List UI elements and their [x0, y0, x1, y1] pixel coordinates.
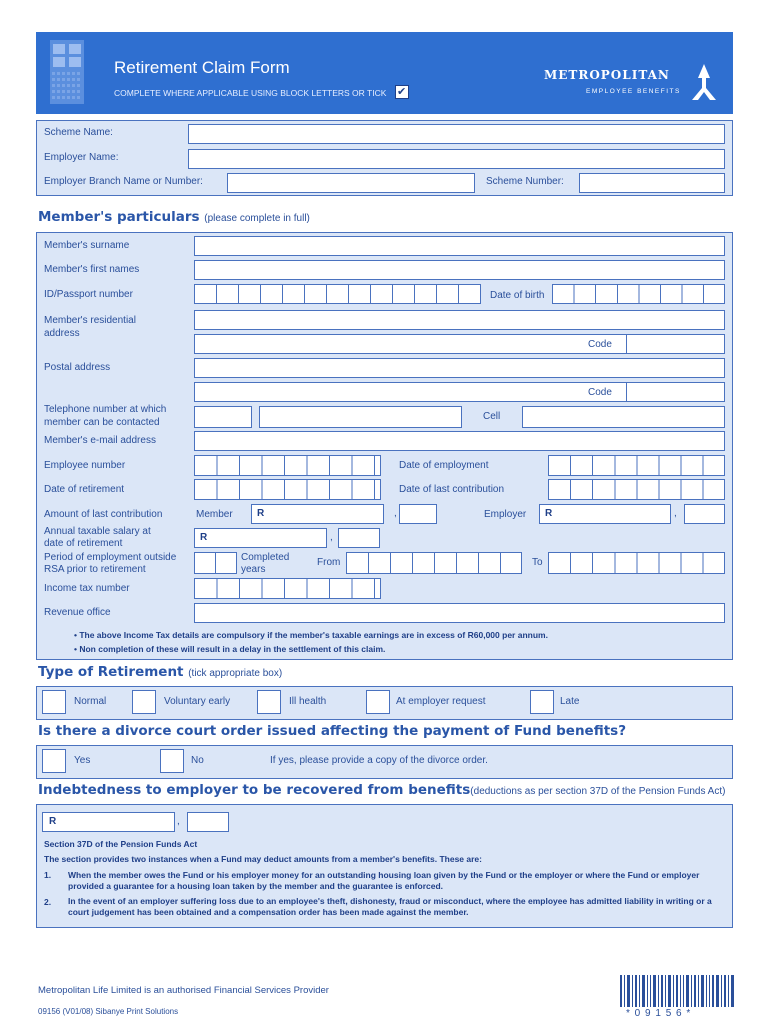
amount-last-label: Amount of last contribution — [44, 509, 163, 520]
member-currency: R — [257, 508, 265, 519]
period-to-boxes[interactable] — [548, 552, 725, 574]
date-retirement-label: Date of retirement — [44, 484, 125, 495]
salary-label-1: Annual taxable salary at — [44, 526, 151, 537]
postal-code-label: Code — [588, 387, 612, 398]
indebtedness-currency: R — [49, 816, 57, 827]
revenue-office-label: Revenue office — [44, 607, 111, 618]
to-label: To — [532, 557, 543, 568]
date-employment-label: Date of employment — [399, 460, 489, 471]
email-field[interactable] — [194, 431, 725, 451]
employer-request-checkbox[interactable] — [366, 690, 390, 714]
cell-label: Cell — [483, 411, 501, 422]
provider-statement: Metropolitan Life Limited is an authorised Financial Services Provider — [38, 985, 329, 996]
employer-name-field[interactable] — [188, 149, 725, 169]
residential-code-label: Code — [588, 339, 612, 350]
barcode-icon — [620, 975, 734, 1007]
brand-name: METROPOLITAN — [544, 68, 670, 82]
residential-code-field[interactable] — [626, 334, 725, 354]
voluntary-early-checkbox[interactable] — [132, 690, 156, 714]
dob-boxes[interactable] — [552, 284, 725, 304]
indebtedness-comma: , — [177, 816, 180, 827]
indebtedness-heading-note: (deductions as per section 37D of the Pension Funds Act) — [470, 786, 726, 797]
bb-logo-icon — [50, 40, 84, 104]
id-passport-label: ID/Passport number — [44, 289, 133, 300]
tick-icon: ✔ — [397, 86, 407, 98]
form-subtitle: COMPLETE WHERE APPLICABLE USING BLOCK LETTERS OR TICK — [114, 88, 387, 98]
members-heading-note: (please complete in full) — [204, 213, 310, 224]
normal-checkbox[interactable] — [42, 690, 66, 714]
postal-field-1[interactable] — [194, 358, 725, 378]
divorce-note: If yes, please provide a copy of the divorce order. — [270, 755, 488, 766]
divorce-heading: Is there a divorce court order issued affecting the payment of Fund benefits? — [38, 723, 627, 739]
employer-branch-field[interactable] — [227, 173, 475, 193]
dob-label: Date of birth — [490, 290, 545, 301]
retirement-heading: Type of Retirement (tick appropriate box) — [38, 664, 283, 680]
telephone-number-field[interactable] — [259, 406, 462, 428]
ill-health-checkbox[interactable] — [257, 690, 281, 714]
date-last-contribution-boxes[interactable] — [548, 479, 725, 500]
divorce-no-label: No — [191, 755, 204, 766]
form-code: 09156 (V01/08) Sibanye Print Solutions — [38, 1007, 179, 1016]
salary-currency: R — [200, 532, 208, 543]
completed-label-1: Completed — [241, 552, 290, 563]
employee-number-boxes[interactable] — [194, 455, 381, 476]
employee-number-label: Employee number — [44, 460, 126, 471]
completed-label-2: years — [241, 564, 266, 575]
telephone-code-field[interactable] — [194, 406, 252, 428]
scheme-number-field[interactable] — [579, 173, 725, 193]
employer-cents-field[interactable] — [684, 504, 725, 524]
tax-note-2: • Non completion of these will result in a delay in the settlement of this claim. — [74, 644, 386, 654]
indebtedness-amount-field[interactable] — [42, 812, 175, 832]
scheme-name-label: Scheme Name: — [44, 127, 113, 138]
retirement-heading-note: (tick appropriate box) — [188, 668, 283, 679]
tick-box — [395, 85, 409, 99]
telephone-label-1: Telephone number at which — [44, 404, 167, 415]
employer-label: Employer — [484, 509, 527, 520]
section-37d-intro: The section provides two instances when a Fund may deduct amounts from a member's benefits. These are: — [44, 854, 482, 864]
barcode-text: * 0 9 1 5 6 * — [626, 1008, 692, 1019]
email-label: Member's e-mail address — [44, 435, 156, 446]
scheme-number-label: Scheme Number: — [486, 176, 564, 187]
header-banner — [36, 32, 733, 114]
surname-label: Member's surname — [44, 240, 130, 251]
revenue-office-field[interactable] — [194, 603, 725, 623]
section-37d-title: Section 37D of the Pension Funds Act — [44, 839, 198, 849]
salary-comma: , — [330, 532, 333, 543]
indebtedness-heading: Indebtedness to employer to be recovered from benefits(deductions as per section 37D of the Pension Funds Act) — [38, 782, 726, 798]
salary-amount-field[interactable] — [194, 528, 327, 548]
metropolitan-emblem-icon — [690, 64, 718, 102]
date-employment-boxes[interactable] — [548, 455, 725, 476]
from-label: From — [317, 557, 341, 568]
divorce-no-checkbox[interactable] — [160, 749, 184, 773]
postal-label: Postal address — [44, 362, 111, 373]
indebtedness-cents-field[interactable] — [187, 812, 229, 832]
surname-field[interactable] — [194, 236, 725, 256]
date-last-contribution-label: Date of last contribution — [399, 484, 505, 495]
first-names-label: Member's first names — [44, 264, 140, 275]
members-heading: Member's particulars (please complete in full) — [38, 209, 310, 225]
late-label: Late — [560, 696, 580, 707]
period-label-1: Period of employment outside — [44, 552, 177, 563]
tax-note-1: • The above Income Tax details are compulsory if the member's taxable earnings are in excess of R60,000 per annum. — [74, 630, 548, 640]
period-years-boxes[interactable] — [194, 552, 237, 574]
employer-comma: , — [674, 508, 677, 519]
first-names-field[interactable] — [194, 260, 725, 280]
residential-field-1[interactable] — [194, 310, 725, 330]
employer-currency: R — [545, 508, 553, 519]
section-37d-item-2-num: 2. — [44, 897, 52, 907]
late-checkbox[interactable] — [530, 690, 554, 714]
section-37d-item-1: When the member owes the Fund or his employer money for an outstanding housing loan given by the Fund or the employer or where the Fund or employer provided a guarantee for a housing loan taken by the member and the guarantee is enforced. — [68, 870, 700, 891]
ill-health-label: Ill health — [289, 696, 327, 707]
postal-code-field[interactable] — [626, 382, 725, 402]
divorce-yes-label: Yes — [74, 755, 91, 766]
section-37d-item-1-num: 1. — [44, 870, 52, 880]
salary-cents-field[interactable] — [338, 528, 380, 548]
residential-label-2: address — [44, 328, 80, 339]
id-passport-boxes[interactable] — [194, 284, 481, 304]
period-from-boxes[interactable] — [346, 552, 522, 574]
brand-tagline: EMPLOYEE BENEFITS — [586, 88, 681, 95]
section-37d-item-2: In the event of an employer suffering loss due to an employee's theft, dishonesty, fraud or misconduct, where the employee has admitted liability in writing or a court judgement has been obtained and a compensation order has been made against the member. — [68, 896, 712, 917]
residential-label-1: Member's residential — [44, 315, 136, 326]
employer-request-label: At employer request — [396, 696, 486, 707]
salary-label-2: date of retirement — [44, 538, 123, 549]
employer-amount-field[interactable] — [539, 504, 671, 524]
tax-number-label: Income tax number — [44, 583, 130, 594]
employer-name-label: Employer Name: — [44, 152, 119, 163]
normal-label: Normal — [74, 696, 107, 707]
member-comma: , — [394, 508, 397, 519]
member-amount-field[interactable] — [251, 504, 384, 524]
member-cents-field[interactable] — [399, 504, 437, 524]
scheme-name-field[interactable] — [188, 124, 725, 144]
voluntary-early-label: Voluntary early — [164, 696, 231, 707]
form-title: Retirement Claim Form — [114, 58, 290, 77]
divorce-yes-checkbox[interactable] — [42, 749, 66, 773]
date-retirement-boxes[interactable] — [194, 479, 381, 500]
cell-field[interactable] — [522, 406, 725, 428]
period-label-2: RSA prior to retirement — [44, 564, 146, 575]
tax-number-boxes[interactable] — [194, 578, 381, 599]
member-label: Member — [196, 509, 233, 520]
employer-branch-label: Employer Branch Name or Number: — [44, 176, 203, 187]
telephone-label-2: member can be contacted — [44, 417, 160, 428]
